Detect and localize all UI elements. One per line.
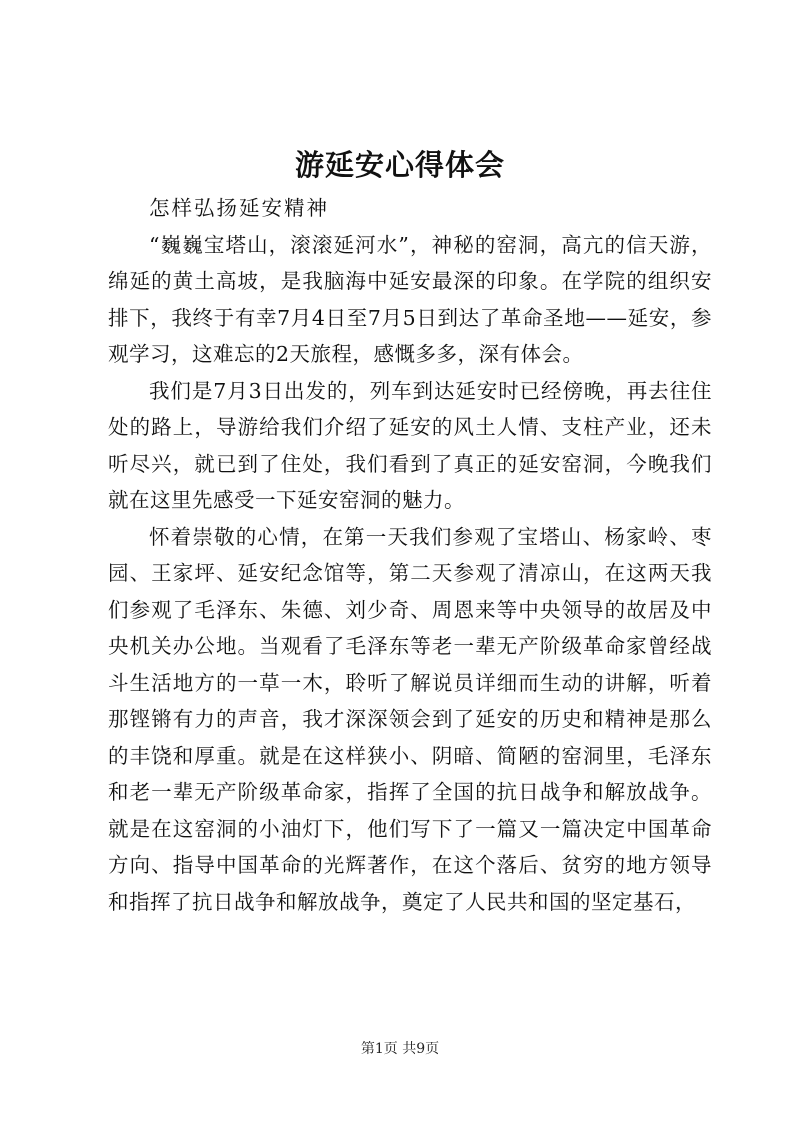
paragraph-subtitle: 怎样弘扬延安精神: [149, 196, 329, 220]
page-number-footer: 第1页 共9页: [360, 1041, 440, 1057]
document-body: [108, 190, 712, 920]
paragraph-intro: “巍巍宝塔山，滚滚延河水”，神秘的窑洞，高亢的信天游，绵延的黄土高坡，是我脑海中延安最深的印象。在学院的组织安排下，我终于有幸7月4日至7月5日到达了革命圣地——延安，参观学习，这难忘的2天旅程，感慨多多，深有体会。: [108, 232, 712, 366]
paragraph-arrival: 我们是7月3日出发的，列车到达延安时已经傍晚，再去往住处的路上，导游给我们介绍了延安的风土人情、支柱产业，还未听尽兴，就已到了住处，我们看到了真正的延安窑洞，今晚我们就在这里先感受一下延安窑洞的魅力。: [108, 378, 712, 512]
document-title: 游延安心得体会: [294, 148, 505, 182]
paragraph-visit: 怀着崇敬的心情，在第一天我们参观了宝塔山、杨家岭、枣园、王家坪、延安纪念馆等，第二天参观了清凉山，在这两天我们参观了毛泽东、朱德、刘少奇、周恩来等中央领导的故居及中央机关办公地。当观看了毛泽东等老一辈无产阶级革命家曾经战斗生活地方的一草一木，聆听了解说员详细而生动的讲解，听着那铿锵有力的声音，我才深深领会到了延安的历史和精神是那么的丰饶和厚重。就是在这样狭小、阴暗、简陋的窑洞里，毛泽东和老一辈无产阶级革命家，指挥了全国的抗日战争和解放战争。就是在这窑洞的小油灯下，他们写下了一篇又一篇决定中国革命方向、指导中国革命的光辉著作，在这个落后、贫穷的地方领导和指挥了抗日战争和解放战争，奠定了人民共和国的坚定基石，: [108, 524, 712, 914]
